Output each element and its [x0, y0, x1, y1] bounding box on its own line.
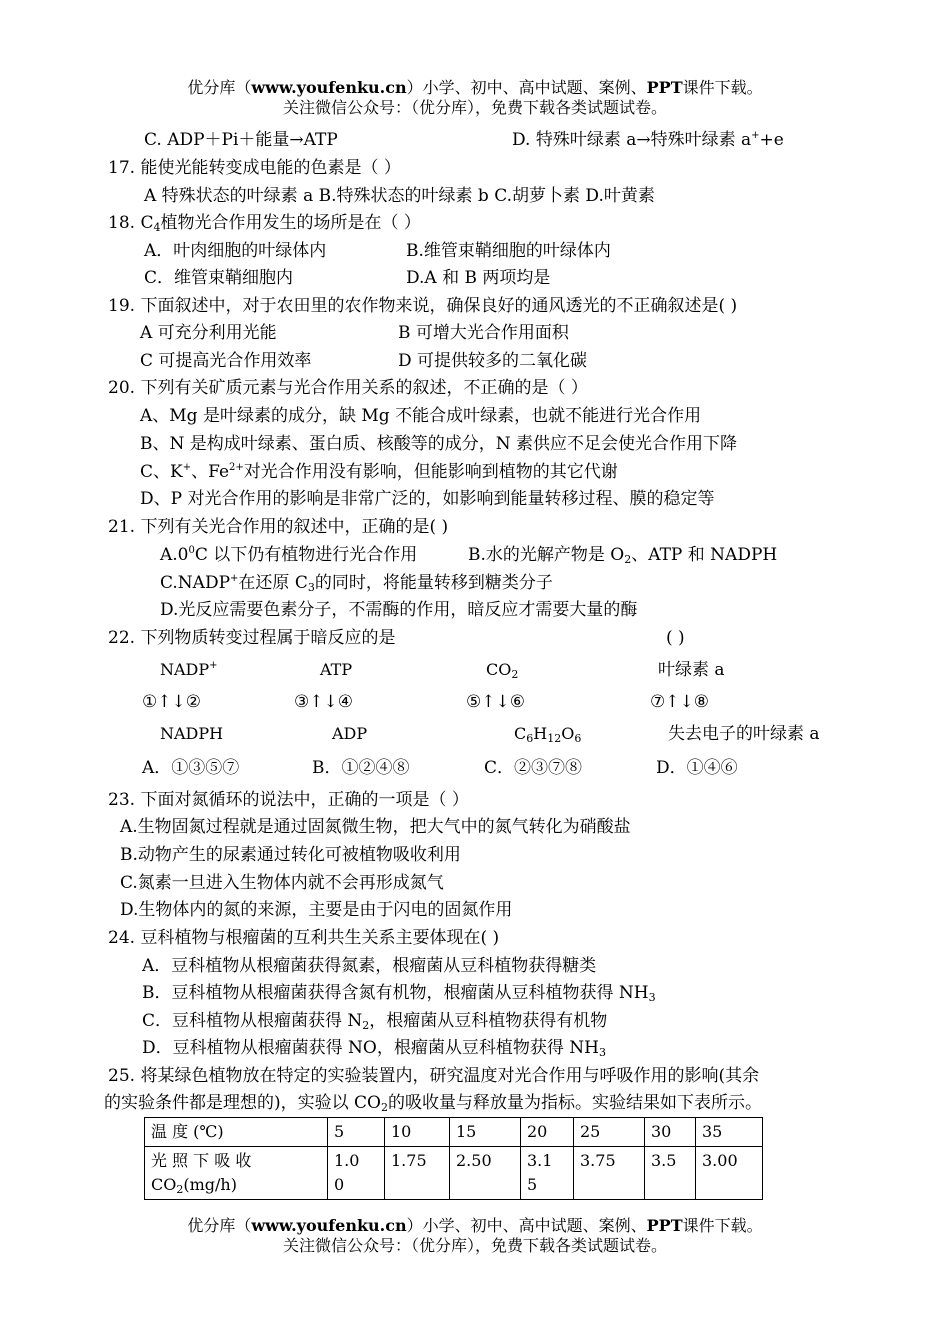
table-cell: 2.50	[450, 1147, 521, 1200]
q23-option-d: D.生物体内的氮的来源，主要是由于闪电的固氮作用	[120, 900, 513, 920]
q20-stem: 20. 下列有关矿质元素与光合作用关系的叙述，不正确的是（ ）	[108, 378, 588, 398]
q21-option-a: $A.0^0C$ 以下仍有植物进行光合作用	[160, 545, 418, 565]
table-cell: 3.5	[645, 1147, 696, 1200]
q24-option-b: B．豆科植物从根瘤菌获得含氮有机物，根瘤菌从豆科植物获得 $NH_3$	[142, 983, 656, 1004]
q22-arrow-1-2: ①↑↓②	[142, 692, 201, 712]
header-text: 课件下载。	[682, 78, 763, 97]
q18-option-c: C．维管束鞘细胞内	[144, 268, 294, 288]
table-cell: 15	[450, 1118, 521, 1147]
q21-option-b: B.水的光解产物是 $O_2$、ATP 和 NADPH	[468, 545, 778, 566]
q20-option-b: B、N 是构成叶绿素、蛋白质、核酸等的成分，N 素供应不足会使光合作用下降	[140, 434, 738, 454]
header-text: ）小学、初中、高中试题、案例、	[406, 78, 647, 97]
q18-option-d: D.A 和 B 两项均是	[406, 268, 551, 288]
q24-option-c: C．豆科植物从根瘤菌获得 $N_2$，根瘤菌从豆科植物获得有机物	[142, 1011, 608, 1032]
q24-option-a: A．豆科植物从根瘤菌获得氮素，根瘤菌从豆科植物获得糖类	[142, 956, 597, 976]
table-cell: 3.00	[696, 1147, 763, 1200]
q25-stem-line1: 25. 将某绿色植物放在特定的实验装置内，研究温度对光合作用与呼吸作用的影响(其余	[108, 1066, 760, 1086]
q21-option-d: D.光反应需要色素分子，不需酶的作用，暗反应才需要大量的酶	[160, 600, 638, 620]
q19-option-a: A 可充分利用光能	[140, 323, 277, 343]
q23-option-a: A.生物固氮过程就是通过固氮微生物，把大气中的氮气转化为硝酸盐	[120, 817, 631, 837]
table-cell: 1.75	[385, 1147, 450, 1200]
q25-data-table	[144, 1117, 763, 1200]
footer-site: www.youfenku.cn	[251, 1216, 407, 1235]
table-cell: 25	[574, 1118, 645, 1147]
q19-option-d: D 可提供较多的二氧化碳	[398, 351, 588, 371]
q22-bottom-oxidized-chlorophyll: 失去电子的叶绿素 a	[668, 724, 820, 744]
q22-bottom-glucose: $C_6H_{12}O_6$	[514, 724, 582, 745]
q22-answer-paren: ( )	[666, 628, 685, 648]
q21-option-c: C.NADP+在还原 $C_3$的同时，将能量转移到糖类分子	[160, 573, 553, 594]
q18-stem: 18. $C_4$植物光合作用发生的场所是在（ ）	[108, 213, 421, 234]
table-cell: 35	[696, 1118, 763, 1147]
q19-option-b: B 可增大光合作用面积	[398, 323, 569, 343]
watermark-footer-line2: 关注微信公众号：（优分库），免费下载各类试题试卷。	[282, 1236, 667, 1255]
q22-top-nadp: NADP+	[160, 660, 218, 679]
q22-top-co2: $CO_2$	[486, 660, 519, 681]
q16-option-c: C. ADP＋Pi＋能量→ATP	[144, 130, 338, 150]
table-cell: 20	[521, 1118, 574, 1147]
q22-arrow-3-4: ③↑↓④	[294, 692, 353, 712]
q22-arrow-5-6: ⑤↑↓⑥	[466, 692, 525, 712]
q20-option-a: A、Mg 是叶绿素的成分，缺 Mg 不能合成叶绿素，也就不能进行光合作用	[140, 406, 702, 426]
footer-text: ）小学、初中、高中试题、案例、	[406, 1216, 647, 1235]
q22-option-c: C．②③⑦⑧	[484, 758, 583, 778]
q22-option-d: D．①④⑥	[656, 758, 738, 778]
footer-text: 课件下载。	[682, 1216, 763, 1235]
q21-stem: 21. 下列有关光合作用的叙述中，正确的是( )	[108, 517, 449, 537]
table-cell: 30	[645, 1118, 696, 1147]
table-cell: 10	[385, 1118, 450, 1147]
table-row	[145, 1147, 763, 1200]
q17-options: A 特殊状态的叶绿素 a B.特殊状态的叶绿素 b C.胡萝卜素 D.叶黄素	[144, 186, 655, 206]
table-row-label: 光 照 下 吸 收 $CO_2(mg/h)$	[145, 1147, 328, 1200]
q22-option-b: B．①②④⑧	[312, 758, 410, 778]
q16-option-d: D. 特殊叶绿素 a→特殊叶绿素 a++e	[512, 130, 784, 150]
q23-stem: 23. 下面对氮循环的说法中，正确的一项是（ ）	[108, 790, 469, 810]
q22-bottom-adp: ADP	[332, 724, 368, 743]
table-header-row	[145, 1118, 763, 1147]
q17-stem: 17. 能使光能转变成电能的色素是（ ）	[108, 158, 401, 178]
q23-option-c: C.氮素一旦进入生物体内就不会再形成氮气	[120, 873, 444, 893]
q22-option-a: A．①③⑤⑦	[142, 758, 240, 778]
table-cell: 3.75	[574, 1147, 645, 1200]
q24-stem: 24. 豆科植物与根瘤菌的互利共生关系主要体现在( )	[108, 928, 500, 948]
q19-stem: 19. 下面叙述中，对于农田里的农作物来说，确保良好的通风透光的不正确叙述是( )	[108, 296, 738, 316]
q23-option-b: B.动物产生的尿素通过转化可被植物吸收利用	[120, 845, 461, 865]
q20-option-d: D、P 对光合作用的影响是非常广泛的，如影响到能量转移过程、膜的稳定等	[140, 489, 715, 509]
table-cell: 5	[328, 1118, 385, 1147]
footer-ppt: PPT	[646, 1216, 683, 1235]
q22-top-chlorophyll: 叶绿素 a	[658, 660, 725, 680]
q22-stem: 22. 下列物质转变过程属于暗反应的是	[108, 628, 396, 648]
watermark-header-line2: 关注微信公众号：（优分库），免费下载各类试题试卷。	[282, 98, 667, 117]
watermark-footer-line1	[0, 1216, 950, 1236]
q18-option-b: B.维管束鞘细胞的叶绿体内	[406, 241, 611, 261]
header-text: 优分库（	[187, 78, 252, 97]
q20-option-c: C、K+、$Fe^{2+}$对光合作用没有影响，但能影响到植物的其它代谢	[140, 462, 618, 482]
q19-option-c: C 可提高光合作用效率	[140, 351, 312, 371]
q22-arrow-7-8: ⑦↑↓⑧	[650, 692, 709, 712]
q22-top-atp: ATP	[320, 660, 353, 679]
q18-option-a: A．叶肉细胞的叶绿体内	[144, 241, 327, 261]
q24-option-d: D．豆科植物从根瘤菌获得 NO，根瘤菌从豆科植物获得 $NH_3$	[142, 1038, 606, 1059]
header-ppt: PPT	[646, 78, 683, 97]
table-header-label: 温 度 (℃)	[145, 1118, 328, 1147]
table-cell: 1.0 0	[328, 1147, 385, 1200]
header-site: www.youfenku.cn	[251, 78, 407, 97]
footer-text: 优分库（	[187, 1216, 252, 1235]
watermark-header-line1	[0, 78, 950, 98]
table-cell: 3.1 5	[521, 1147, 574, 1200]
q25-stem-line2: 的实验条件都是理想的)，实验以 $CO_2$的吸收量与释放量为指标。实验结果如下表所示。	[104, 1093, 762, 1114]
q22-bottom-nadph: NADPH	[160, 724, 224, 743]
